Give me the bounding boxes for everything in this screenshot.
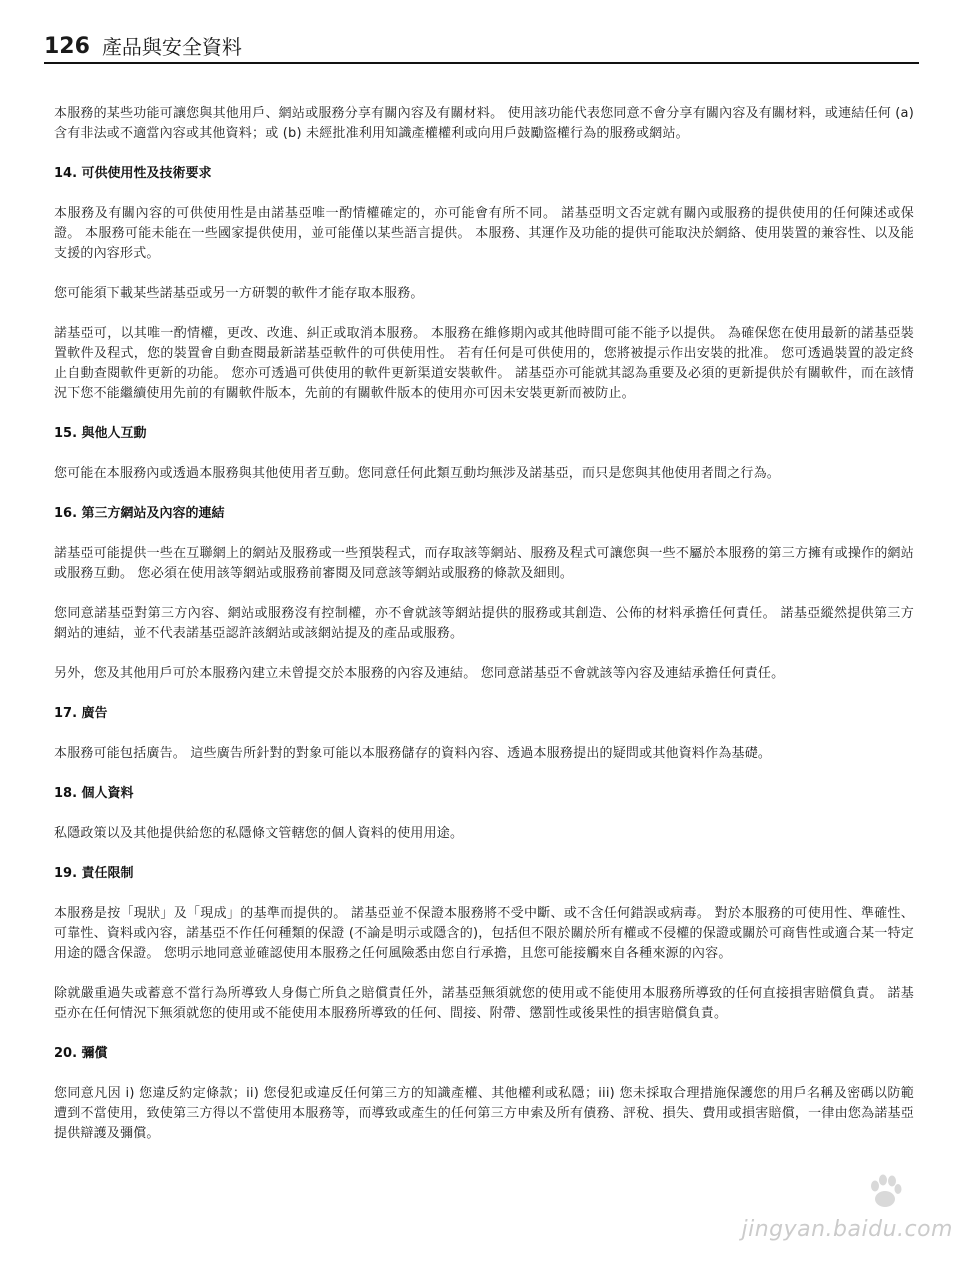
section-19-paragraph-2: 除就嚴重過失或蓄意不當行為所導致人身傷亡所負之賠償責任外，諾基亞無須就您的使用或不能使用本服務所導致的任何直接損害賠償負責。 諾基亞亦在任何情況下無須就您的使用或不能使用本服務所導致的任何、間接、附帶、懲罰性或後果性的損害賠償負責。	[54, 986, 914, 1021]
section-17-paragraph-1: 本服務可能包括廣告。 這些廣告所針對的對象可能以本服務儲存的資料內容、透過本服務提出的疑問或其他資料作為基礎。	[54, 746, 772, 761]
section-16-heading: 16. 第三方網站及內容的連結	[54, 506, 225, 521]
section-20-heading: 20. 彌償	[54, 1046, 108, 1061]
watermark-text: jingyan.baidu.com	[741, 1217, 953, 1242]
section-16-paragraph-2: 您同意諾基亞對第三方內容、網站或服務沒有控制權，亦不會就該等網站提供的服務或其創造、公佈的材料承擔任何責任。 諾基亞縱然提供第三方網站的連結，並不代表諾基亞認許該網站或該網站提及的產品或服務。	[54, 606, 914, 641]
section-14-paragraph-1: 本服務及有關內容的可供使用性是由諾基亞唯一酌情權確定的，亦可能會有所不同。 諾基亞明文否定就有關內或服務的提供使用的任何陳述或保證。 本服務可能未能在一些國家提供使用，並可能僅以某些語言提供。 本服務、其運作及功能的提供可能取決於網絡、使用裝置的兼容性、以及能支援的內容形式。	[54, 206, 914, 261]
section-16-paragraph-1: 諾基亞可能提供一些在互聯網上的網站及服務或一些預裝程式，而存取該等網站、服務及程式可讓您與一些不屬於本服務的第三方擁有或操作的網站或服務互動。 您必須在使用該等網站或服務前審閱及同意該等網站或服務的條款及細則。	[54, 546, 914, 581]
intro-paragraph: 本服務的某些功能可讓您與其他用戶、網站或服務分享有關內容及有關材料。 使用該功能代表您同意不會分享有關內容及有關材料，或連結任何 (a) 含有非法或不適當內容或其他資料；或 (b) 未經批准利用知識產權權利或向用戶鼓勵盜權行為的服務或網站。	[54, 106, 914, 141]
section-16-paragraph-3: 另外，您及其他用戶可於本服務內建立未曾提交於本服務的內容及連結。 您同意諾基亞不會就該等內容及連結承擔任何責任。	[54, 666, 785, 681]
section-15-paragraph-1: 您可能在本服務內或透過本服務與其他使用者互動。您同意任何此類互動均無涉及諾基亞，而只是您與其他使用者間之行為。	[54, 466, 781, 481]
page-title: 產品與安全資料	[101, 35, 242, 59]
section-14-paragraph-3: 諾基亞可，以其唯一酌情權，更改、改進、糾正或取消本服務。 本服務在維修期內或其他時間可能不能予以提供。 為確保您在使用最新的諾基亞裝置軟件及程式，您的裝置會自動查閱最新諾基亞軟件的可供使用性。 若有任何是可供使用的，您將被提示作出安裝的批准。 您可透過裝置的設定終止自動查閱軟件更新的功能。 您亦可透過可供使用的軟件更新渠道安裝軟件。 諾基亞亦可能就其認為重要及必須的更新提供於有關軟件，而在該情況下您不能繼續使用先前的有關軟件版本，先前的有關軟件版本的使用亦可因未安裝更新而被防止。	[54, 326, 914, 401]
section-14-heading: 14. 可供使用性及技術要求	[54, 166, 212, 181]
section-18-heading: 18. 個人資料	[54, 786, 134, 801]
section-15-heading: 15. 與他人互動	[54, 426, 147, 441]
section-19-heading: 19. 責任限制	[54, 866, 134, 881]
document-body	[54, 104, 914, 1144]
section-19-paragraph-1: 本服務是按「現狀」及「現成」的基準而提供的。 諾基亞並不保證本服務將不受中斷、或不含任何錯誤或病毒。 對於本服務的可使用性、準確性、可靠性、資料或內容，諾基亞不作任何種類的保證 (不論是明示或隱含的)，包括但不限於關於所有權或不侵權的保證或關於可商售性或適合某一特定用途的隱含保證。 您明示地同意並確認使用本服務之任何風險悉由您自行承擔，且您可能接觸來自各種來源的內容。	[54, 906, 914, 961]
page-number: 126	[44, 34, 90, 59]
baidu-paw-icon	[863, 1170, 907, 1214]
page-header	[44, 34, 919, 64]
section-17-heading: 17. 廣告	[54, 706, 108, 721]
section-18-paragraph-1: 私隱政策以及其他提供給您的私隱條文管轄您的個人資料的使用用途。	[54, 826, 464, 841]
section-20-paragraph-1: 您同意凡因 i) 您違反約定條款；ii) 您侵犯或違反任何第三方的知識產權、其他權利或私隱；iii) 您未採取合理措施保護您的用戶名稱及密碼以防範遭到不當使用，致使第三方得以不當使用本服務等，而導致或產生的任何第三方申索及所有債務、評稅、損失、費用或損害賠償，一律由您為諾基亞提供辯護及彌償。	[54, 1086, 914, 1141]
watermark	[741, 1217, 953, 1242]
section-14-paragraph-2: 您可能須下載某些諾基亞或另一方研製的軟件才能存取本服務。	[54, 286, 424, 301]
